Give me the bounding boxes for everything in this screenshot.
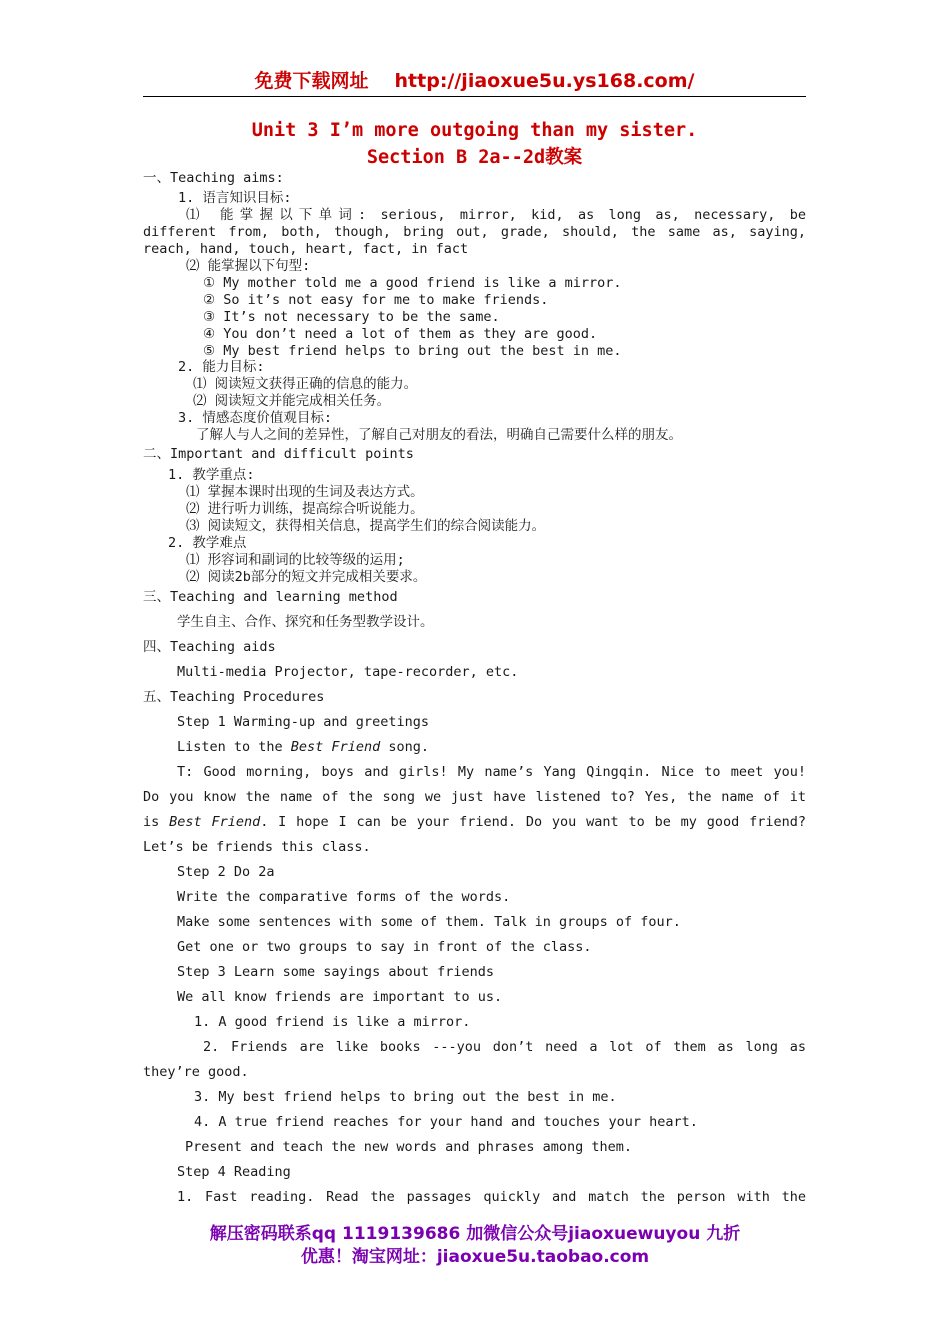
section2-sub1: 1. 教学重点: xyxy=(168,467,255,483)
section3-heading: 三、Teaching and learning method xyxy=(143,589,398,605)
difficult-point-item: ⑵ 阅读2b部分的短文并完成相关要求。 xyxy=(186,569,427,585)
sentence-item: ① My mother told me a good friend is like a mirror. xyxy=(203,275,622,291)
key-point-item: ⑶ 阅读短文，获得相关信息，提高学生们的综合阅读能力。 xyxy=(186,518,546,534)
ability-item: ⑵ 阅读短文并能完成相关任务。 xyxy=(193,393,391,409)
key-point-item: ⑵ 进行听力训练，提高综合听说能力。 xyxy=(186,501,424,517)
key-point-item: ⑴ 掌握本课时出现的生词及表达方式。 xyxy=(186,484,424,500)
teacher-line-4: Let’s be friends this class. xyxy=(143,839,371,855)
difficult-point-item: ⑴ 形容词和副词的比较等级的运用; xyxy=(186,552,405,568)
section4-text: Multi-media Projector, tape-recorder, etc. xyxy=(177,664,519,680)
section4-heading: 四、Teaching aids xyxy=(143,639,276,655)
ability-item: ⑴ 阅读短文获得正确的信息的能力。 xyxy=(193,376,418,392)
page-header xyxy=(143,66,806,97)
teacher-text: . I hope I can be your friend. Do you want to be my good friend? xyxy=(260,814,807,830)
teacher-line-3 xyxy=(143,814,806,831)
sentence-heading: ⑵ 能掌握以下句型: xyxy=(186,258,311,274)
step2-item: Get one or two groups to say in front of the class. xyxy=(177,939,592,955)
section2-sub2: 2. 教学难点 xyxy=(168,535,247,551)
section1-sub1: 1. 语言知识目标: xyxy=(178,190,292,206)
song-title: Best Friend xyxy=(290,739,381,755)
emotion-text: 了解人与人之间的差异性，了解自己对朋友的看法，明确自己需要什么样的朋友。 xyxy=(196,427,682,443)
doc-title-line2: Section B 2a--2d教案 xyxy=(366,147,583,168)
saying-item-cont: they’re good. xyxy=(143,1064,249,1080)
header-url-link[interactable]: http://jiaoxue5u.ys168.com/ xyxy=(394,70,695,92)
vocab-line-1: ⑴ 能掌握以下单词: serious, mirror, kid, as long as, necessary, be xyxy=(186,207,806,223)
vocab-line-2: different from, both, though, bring out, grade, should, the same as, saying, xyxy=(143,224,806,240)
section1-sub3: 3. 情感态度价值观目标: xyxy=(178,410,333,426)
step2-heading: Step 2 Do 2a xyxy=(177,864,275,880)
saying-item: 1. A good friend is like a mirror. xyxy=(194,1014,471,1030)
section1-heading: 一、Teaching aims: xyxy=(143,170,284,186)
teacher-line-1: T: Good morning, boys and girls! My name’s Yang Qingqin. Nice to meet you! xyxy=(177,764,806,780)
footer-line-2: 优惠！淘宝网址：jiaoxue5u.taobao.com xyxy=(300,1247,650,1267)
present-line: Present and teach the new words and phrases among them. xyxy=(185,1139,633,1155)
sentence-item: ⑤ My best friend helps to bring out the best in me. xyxy=(203,343,622,359)
section2-heading: 二、Important and difficult points xyxy=(143,446,414,462)
section1-sub2: 2. 能力目标: xyxy=(178,359,265,375)
doc-title-line1: Unit 3 I’m more outgoing than my sister. xyxy=(251,120,698,141)
saying-item: 2. Friends are like books ---you don’t need a lot of them as long as xyxy=(203,1039,806,1055)
vocab-line-3: reach, hand, touch, heart, fact, in fact xyxy=(143,241,469,257)
step3-heading: Step 3 Learn some sayings about friends xyxy=(177,964,494,980)
step4-heading: Step 4 Reading xyxy=(177,1164,291,1180)
teacher-text: is xyxy=(143,814,170,830)
listen-text: Listen to the xyxy=(177,739,291,755)
listen-text: song. xyxy=(380,739,429,755)
teacher-line-2: Do you know the name of the song we just have listened to? Yes, the name of it xyxy=(143,789,806,805)
step1-heading: Step 1 Warming-up and greetings xyxy=(177,714,429,730)
song-title: Best Friend xyxy=(169,814,261,830)
section3-text: 学生自主、合作、探究和任务型教学设计。 xyxy=(177,614,434,630)
footer-line-1: 解压密码联系qq 1119139686 加微信公众号jiaoxuewuyou 九折 xyxy=(209,1224,741,1244)
sentence-item: ④ You don’t need a lot of them as they are good. xyxy=(203,326,598,342)
listen-line xyxy=(177,739,429,756)
step2-item: Write the comparative forms of the words. xyxy=(177,889,511,905)
header-label: 免费下载网址 xyxy=(254,70,369,92)
fast-reading-line: 1. Fast reading. Read the passages quickly and match the person with the xyxy=(177,1189,806,1205)
sentence-item: ③ It’s not necessary to be the same. xyxy=(203,309,500,325)
saying-item: 3. My best friend helps to bring out the best in me. xyxy=(194,1089,617,1105)
saying-item: 4. A true friend reaches for your hand and touches your heart. xyxy=(194,1114,698,1130)
sentence-item: ② So it’s not easy for me to make friends. xyxy=(203,292,549,308)
section5-heading: 五、Teaching Procedures xyxy=(143,689,325,705)
step2-item: Make some sentences with some of them. Talk in groups of four. xyxy=(177,914,681,930)
step3-intro: We all know friends are important to us. xyxy=(177,989,503,1005)
